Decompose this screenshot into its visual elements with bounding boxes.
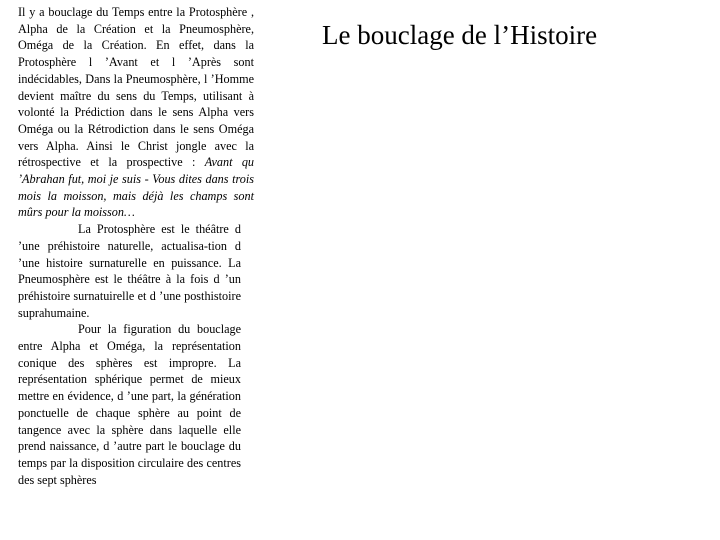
indented-paragraphs: [18, 221, 254, 488]
paragraph-protosphere: La Protosphère est le théâtre d ’une préhistoire naturelle, actualisa-tion d ’une histoire surnaturelle en puissance. La Pneumosphère est le théâtre à la fois d ’un préhistoire surnatuirelle et d ’une posthistoire suprahumaine.: [18, 222, 241, 320]
slide-title: Le bouclage de l’Histoire: [322, 20, 598, 50]
paragraph-bouclage-du-temps: [18, 4, 254, 221]
paragraph-1-text: Il y a bouclage du Temps entre la Protosphère , Alpha de la Création et la Pneumosphère, Oméga de la Création. En effet, dans la Protosphère l ’Avant et l ’Après sont indécidables, Dans la Pneumosphère, l ’Homme devient maître du sens du Temps, utilisant à volonté la Prédiction dans le sens Alpha vers Oméga ou la Rétrodiction dans le sens Oméga vers Alpha. Ainsi le Christ jongle avec la rétrospective et la prospective :: [18, 5, 254, 170]
scripture-quote: Avant qu ’Abrahan fut, moi je suis - Vous dites dans trois mois la moisson, mais déjà les champs sont mûrs pour la moisson…: [18, 155, 255, 220]
body-text: [18, 4, 254, 488]
paragraph-figuration: Pour la figuration du bouclage entre Alpha et Oméga, la représentation conique des sphères est impropre. La représentation sphérique permet de mieux mettre en évidence, d ’une part, la génération ponctuelle de chaque sphère au point de tangence avec la sphère dans laquelle elle prend naissance, d ’autre part le bouclage du temps par la disposition circulaire des centres des sept sphères: [18, 322, 241, 487]
